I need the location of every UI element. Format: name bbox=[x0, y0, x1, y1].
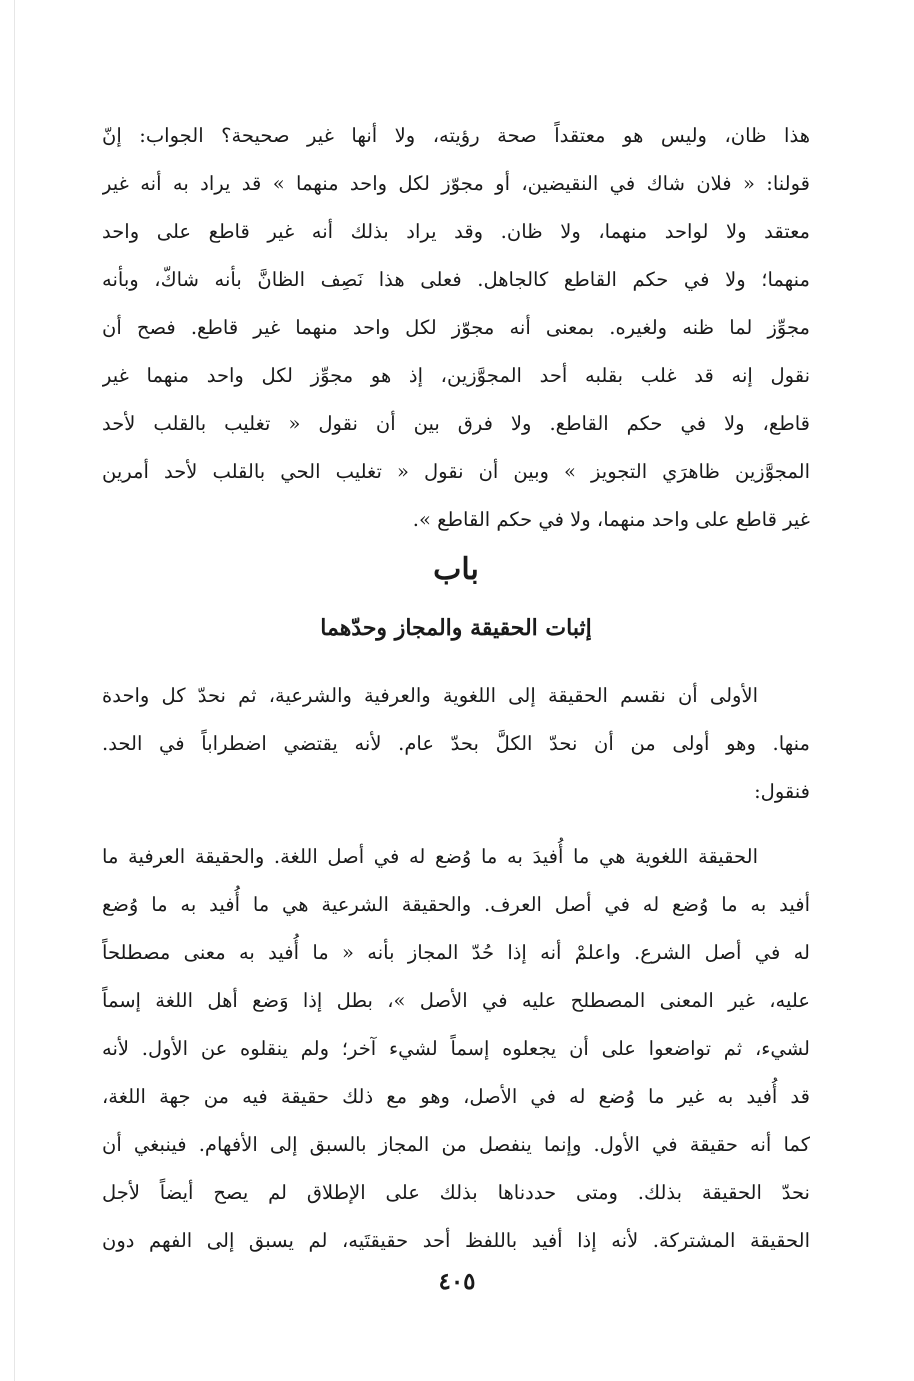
page-edge-line bbox=[14, 0, 15, 1381]
text-line: معتقد ولا لواحد منهما، ولا ظان. وقد يراد بذلك أنه غير قاطع على واحد bbox=[102, 220, 810, 243]
text-line: أفيد به ما وُضع له في أصل العرف. والحقيقة الشرعية هي ما أُفيد به ما وُضع bbox=[102, 893, 810, 916]
text-line: هذا ظان، وليس هو معتقداً صحة رؤيته، ولا أنها غير صحيحة؟ الجواب: إنّ bbox=[102, 124, 810, 147]
paragraph-1 bbox=[102, 112, 810, 544]
text-line: منهما؛ ولا في حكم القاطع كالجاهل. فعلى هذا نَصِف الظانَّ بأنه شاكّ، وبأنه bbox=[102, 268, 810, 291]
paragraph-2 bbox=[102, 672, 810, 816]
section-title: إثبات الحقيقة والمجاز وحدّهما bbox=[320, 615, 592, 641]
paragraph-3 bbox=[102, 833, 810, 1265]
text-line: كما أنه حقيقة في الأول. وإنما ينفصل من المجاز بالسبق إلى الأفهام. فينبغي أن bbox=[102, 1133, 810, 1156]
text-line: الحقيقة اللغوية هي ما أُفيدَ به ما وُضع له في أصل اللغة. والحقيقة العرفية ما bbox=[102, 845, 758, 868]
text-line: الحقيقة المشتركة. لأنه إذا أفيد باللفظ أحد حقيقتَيه، لم يسبق إلى الفهم دون bbox=[102, 1229, 810, 1252]
text-line: قد أُفيد به غير ما وُضع له في الأصل، وهو مع ذلك حقيقة فيه من جهة اللغة، bbox=[102, 1085, 810, 1108]
text-line: فنقول: bbox=[754, 780, 810, 803]
text-line: له في أصل الشرع. واعلمْ أنه إذا حُدّ المجاز بأنه « ما أُفيد به معنى مصطلحاً bbox=[102, 941, 810, 964]
text-line: الأولى أن نقسم الحقيقة إلى اللغوية والعرفية والشرعية، ثم نحدّ كل واحدة bbox=[102, 684, 758, 707]
text-line: لشيء، ثم تواضعوا على أن يجعلوه إسماً لشيء آخر؛ ولم ينقلوه عن الأول. لأنه bbox=[102, 1037, 810, 1060]
chapter-heading: باب bbox=[433, 552, 479, 587]
text-line: قولنا: « فلان شاك في النقيضين، أو مجوّز لكل واحد منهما » قد يراد به أنه غير bbox=[102, 172, 810, 195]
text-line: منها. وهو أولى من أن نحدّ الكلَّ بحدّ عام. لأنه يقتضي اضطراباً في الحد. bbox=[102, 732, 810, 755]
text-line: نقول إنه قد غلب بقلبه أحد المجوَّزين، إذ هو مجوِّز لكل واحد منهما غير bbox=[102, 364, 810, 387]
text-line: غير قاطع على واحد منهما، ولا في حكم القاطع ». bbox=[412, 508, 810, 531]
text-line: مجوِّز لما ظنه ولغيره. بمعنى أنه مجوّز لكل واحد منهما غير قاطع. فصح أن bbox=[102, 316, 810, 339]
text-line: عليه، غير المعنى المصطلح عليه في الأصل »، بطل إذا وَضع أهل اللغة إسماً bbox=[102, 989, 810, 1012]
text-line: قاطع، ولا في حكم القاطع. ولا فرق بين أن نقول « تغليب بالقلب لأحد bbox=[102, 412, 810, 435]
page-number: ٤٠٥ bbox=[438, 1268, 476, 1295]
text-line: نحدّ الحقيقة بذلك. ومتى حددناها بذلك على الإطلاق لم يصح أيضاً لأجل bbox=[102, 1181, 810, 1204]
text-line: المجوَّزين ظاهرَي التجويز » وبين أن نقول « تغليب الحي بالقلب لأحد أمرين bbox=[102, 460, 810, 483]
